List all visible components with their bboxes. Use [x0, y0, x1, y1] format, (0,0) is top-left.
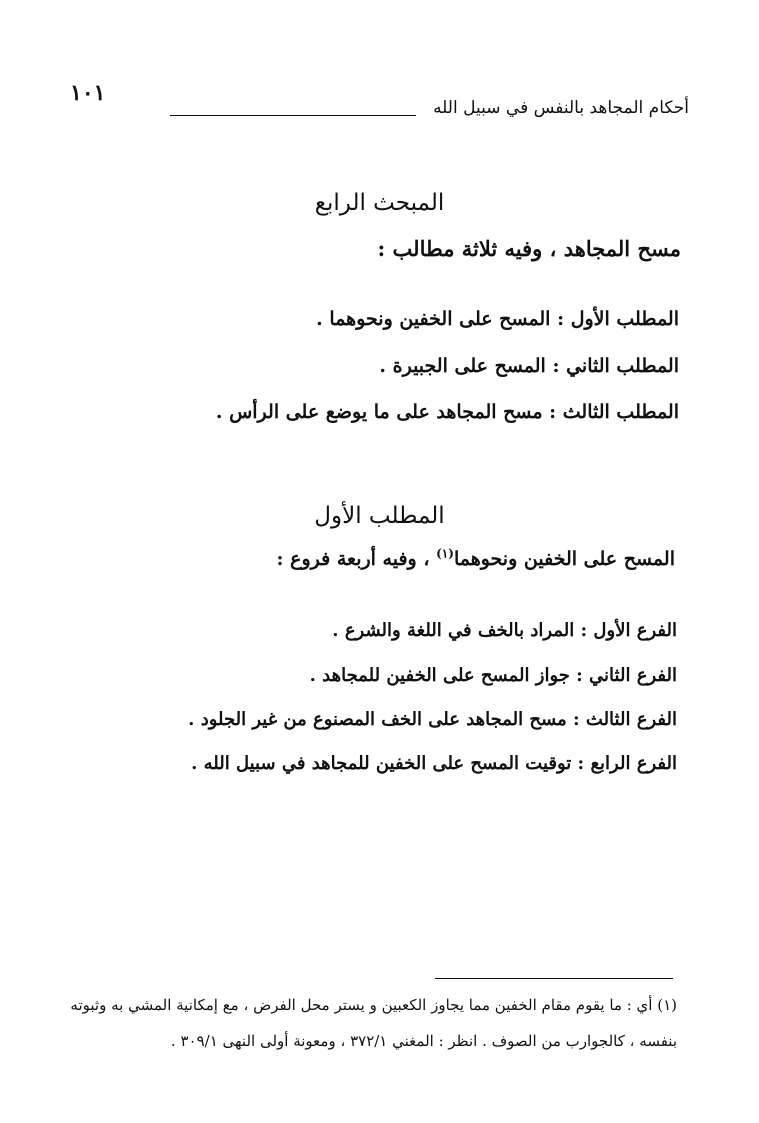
section-item-3: المطلب الثالث : مسح المجاهد على ما يوضع على الرأس .: [215, 401, 679, 423]
footnote-rule: [435, 978, 673, 979]
subsection-heading: المطلب الأول: [314, 503, 445, 529]
section-subtitle: مسح المجاهد ، وفيه ثلاثة مطالب :: [377, 236, 681, 261]
footnote-reference: (١): [436, 546, 454, 561]
subsection-item-1: الفرع الأول : المراد بالخف في اللغة والشرع .: [332, 620, 677, 641]
section-item-1: المطلب الأول : المسح على الخفين ونحوهما .: [316, 308, 679, 330]
subsection-item-4: الفرع الرابع : توقيت المسح على الخفين للمجاهد في سبيل الله .: [191, 753, 677, 774]
subsection-subtitle-text: المسح على الخفين ونحوهما: [453, 548, 675, 570]
subsection-item-2: الفرع الثاني : جواز المسح على الخفين للمجاهد .: [309, 665, 677, 686]
page-number: ١٠١: [70, 80, 106, 106]
header-rule: [170, 115, 416, 116]
section-item-2: المطلب الثاني : المسح على الجبيرة .: [379, 355, 679, 377]
running-title: أحكام المجاهد بالنفس في سبيل الله: [433, 98, 689, 118]
subsection-item-3: الفرع الثالث : مسح المجاهد على الخف المصنوع من غير الجلود .: [188, 709, 677, 730]
subsection-subtitle-tail: ، وفيه أربعة فروع :: [276, 548, 430, 570]
section-heading: المبحث الرابع: [314, 190, 445, 216]
footnote-line-2: بنفسه ، كالجوارب من الصوف . انظر : المغني ٣٧٢/١ ، ومعونة أولى النهى ٣٠٩/١ .: [170, 1032, 677, 1050]
footnote-line-1: (١) أي : ما يقوم مقام الخفين مما يجاوز الكعبين و يستر محل الفرض ، مع إمكانية المشي به وثبوته: [70, 996, 677, 1014]
subsection-subtitle: [75, 548, 675, 570]
